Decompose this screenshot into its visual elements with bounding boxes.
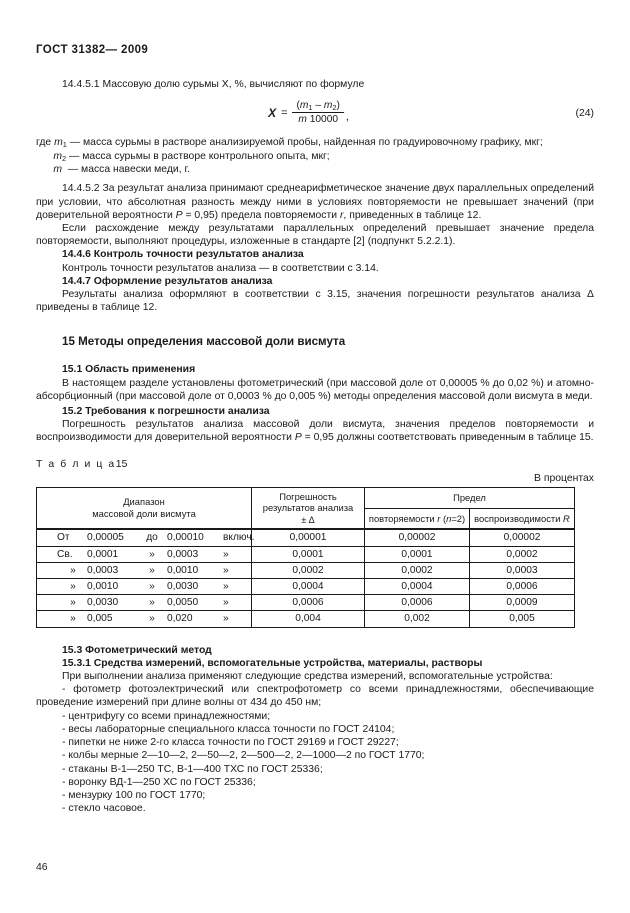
where-dash: — bbox=[66, 137, 84, 149]
accuracy-requirements-table bbox=[36, 487, 575, 628]
range-expression: От 0,00005 до 0,00010 включ. bbox=[57, 532, 255, 544]
where-symbol: m bbox=[54, 137, 63, 149]
table-row bbox=[37, 546, 575, 562]
list-item: - стекло часовое. bbox=[62, 803, 146, 815]
header-error bbox=[252, 487, 365, 529]
range-expression: » 0,0003 » 0,0010 » bbox=[70, 564, 229, 576]
list-item: - колбы мерные 2—10—2, 2—50—2, 2—500—2, 2—1000—2 по ГОСТ 1770; bbox=[62, 750, 425, 762]
list-item: - центрифугу со всеми принадлежностями; bbox=[62, 710, 271, 722]
where-lead: где bbox=[36, 137, 55, 149]
header-error-line1: Погрешность bbox=[279, 490, 337, 502]
header-reproducibility: воспроизводимости R bbox=[470, 508, 575, 529]
where-lead-spacer bbox=[36, 163, 53, 176]
cell-reproducibility: 0,0003 bbox=[470, 562, 575, 578]
cell-range bbox=[37, 611, 252, 627]
cell-repeatability: 0,00002 bbox=[365, 529, 470, 546]
list-item: - воронку ВД-1—250 ХС по ГОСТ 25336; bbox=[62, 776, 256, 788]
where-symbol: m bbox=[53, 164, 62, 176]
table-caption-number: 15 bbox=[115, 458, 128, 470]
formula-fraction bbox=[293, 100, 344, 125]
where-dash: — bbox=[66, 150, 83, 162]
cell-repeatability: 0,002 bbox=[365, 611, 470, 627]
list-item: - пипетки не ниже 2-го класса точности по ГОСТ 29169 и ГОСТ 29227; bbox=[62, 737, 399, 749]
cell-error: 0,0002 bbox=[252, 562, 365, 578]
list-item: - мензурку 100 по ГОСТ 1770; bbox=[62, 789, 206, 801]
header-error-line2: результатов анализа bbox=[262, 502, 354, 514]
table-row bbox=[37, 579, 575, 595]
clause-15-2-part-b: = 0,95 должны соответствовать приведенным в таблице 15. bbox=[301, 432, 594, 444]
clause-15-3-title: 15.3 Фотометрический метод bbox=[62, 644, 212, 656]
cell-reproducibility: 0,005 bbox=[470, 611, 575, 627]
cell-range bbox=[37, 529, 255, 546]
header-range bbox=[37, 487, 252, 529]
header-range-line1: Диапазон bbox=[123, 496, 165, 508]
header-limit: Предел bbox=[365, 487, 575, 508]
list-item: - весы лабораторные специального класса точности по ГОСТ 24104; bbox=[62, 723, 395, 735]
table-caption bbox=[36, 459, 594, 470]
where-text: масса сурьмы в растворе анализируемой пробы, найденная по градуировочному графику, мкг; bbox=[83, 137, 543, 149]
page-number: 46 bbox=[36, 862, 48, 873]
range-expression: Св. 0,0001 » 0,0003 » bbox=[57, 548, 229, 560]
where-lead-spacer bbox=[36, 150, 53, 163]
where-row-1 bbox=[36, 150, 594, 163]
formula-variable: X bbox=[268, 105, 277, 120]
range-expression: » 0,0030 » 0,0050 » bbox=[70, 597, 229, 609]
cell-error: 0,00001 bbox=[252, 529, 365, 546]
formula-numerator: $(m_1 - m_2)$ bbox=[293, 100, 344, 113]
reproducibility-symbol: R bbox=[563, 512, 570, 524]
section-15-title: 15 Методы определения массовой доли висмута bbox=[62, 335, 346, 349]
formula-denominator: m 10000 bbox=[298, 114, 339, 126]
cell-range bbox=[37, 579, 252, 595]
clause-14-4-5-1: 14.4.5.1 Массовую долю сурьмы X, %, вычисляют по формуле bbox=[62, 79, 365, 90]
clause-14-4-5-2 bbox=[36, 182, 594, 222]
cell-repeatability: 0,0001 bbox=[365, 546, 470, 562]
where-definitions bbox=[36, 136, 594, 176]
clause-15-1-title: 15.1 Область применения bbox=[62, 364, 196, 376]
cell-reproducibility: 0,0002 bbox=[470, 546, 575, 562]
cell-error: 0,004 bbox=[252, 611, 365, 627]
cell-range bbox=[37, 595, 252, 611]
where-row-0 bbox=[36, 136, 594, 149]
table-row bbox=[37, 595, 575, 611]
where-text: масса сурьмы в растворе контрольного опыта, мкг; bbox=[82, 150, 330, 162]
formula-24 bbox=[36, 98, 594, 132]
table-header-row-1 bbox=[37, 487, 575, 508]
cell-error: 0,0001 bbox=[252, 546, 365, 562]
formula-trailing-comma: , bbox=[345, 111, 349, 124]
clause-15-2-part-a: Погрешность результатов анализа массовой доли висмута, значения пределов повторяемости и воспроизводимости для доверительной вероятности bbox=[36, 419, 594, 444]
equipment-list bbox=[36, 683, 594, 815]
clause-14-4-6-body: Контроль точности результатов анализа — в соответствии с 3.14. bbox=[62, 262, 379, 274]
clause-14-4-5-2-part-c: , приведенных в таблице 12. bbox=[343, 209, 482, 221]
clause-15-3-1-title: 15.3.1 Средства измерений, вспомогательные устройства, материалы, растворы bbox=[62, 657, 483, 669]
probability-symbol: P bbox=[294, 432, 302, 444]
clause-15-2-body bbox=[36, 418, 594, 444]
formula-equals: = bbox=[281, 106, 288, 119]
cell-repeatability: 0,0006 bbox=[365, 595, 470, 611]
table-row bbox=[37, 562, 575, 578]
cell-repeatability: 0,0004 bbox=[365, 579, 470, 595]
where-row-2 bbox=[36, 163, 594, 176]
range-expression: » 0,0010 » 0,0030 » bbox=[70, 581, 229, 593]
clause-14-4-7-title: 14.4.7 Оформление результатов анализа bbox=[62, 275, 273, 287]
clause-15-2-title: 15.2 Требования к погрешности анализа bbox=[62, 406, 270, 418]
clause-14-4-6-title: 14.4.6 Контроль точности результатов анализа bbox=[62, 249, 304, 261]
probability-symbol: P bbox=[175, 209, 183, 221]
n-symbol: n bbox=[446, 512, 452, 524]
cell-range bbox=[37, 562, 252, 578]
formula-expression bbox=[268, 100, 349, 125]
formula-number: (24) bbox=[575, 108, 594, 120]
table-row bbox=[37, 529, 575, 546]
cell-reproducibility: 0,0006 bbox=[470, 579, 575, 595]
repeatability-symbol: r bbox=[339, 209, 344, 221]
table-body bbox=[37, 529, 575, 627]
cell-reproducibility: 0,0009 bbox=[470, 595, 575, 611]
list-item: - стаканы В-1—250 ТС, В-1—400 ТХС по ГОСТ 25336; bbox=[62, 763, 323, 775]
table-units-note: В процентах bbox=[534, 472, 594, 484]
clause-14-4-5-2-part-a: 14.4.5.2 За результат анализа принимают среднеарифметическое значение двух параллельных определений при условии, что абсолютная разность между ними в условиях повторяемости не превышает значений (при доверительной вероятности bbox=[36, 183, 594, 221]
standard-designation: ГОСТ 31382— 2009 bbox=[36, 44, 149, 56]
clause-14-4-5-2-note: Если расхождение между результатами параллельных определений превышает значение предела повторяемости, выполняют процедуры, изложенные в стандарте [2] (подпункт 5.2.2.1). bbox=[36, 223, 594, 248]
range-expression: » 0,005 » 0,020 » bbox=[70, 613, 229, 625]
header-range-line2: массовой доли висмута bbox=[92, 508, 196, 520]
cell-repeatability: 0,0002 bbox=[365, 562, 470, 578]
where-dash: — bbox=[61, 164, 82, 176]
where-symbol-sub: 2 bbox=[61, 153, 67, 163]
clause-15-3-1-intro: При выполнении анализа применяют следующие средства измерений, вспомогательные устройства: bbox=[62, 671, 553, 683]
cell-range bbox=[37, 546, 252, 562]
clause-14-4-5-2-part-b: = 0,95) предела повторяемости bbox=[182, 209, 340, 221]
where-symbol: m bbox=[53, 150, 62, 162]
cell-error: 0,0004 bbox=[252, 579, 365, 595]
list-item: - фотометр фотоэлектрический или спектрофотометр со всеми принадлежностями, обеспечивающие проведение измерений при длине волны от 434 до 450 нм; bbox=[36, 684, 594, 709]
header-error-line3: ± Δ bbox=[301, 513, 315, 525]
table-caption-label: Т а б л и ц а bbox=[36, 458, 116, 470]
clause-14-4-7-body: Результаты анализа оформляют в соответствии с 3.15, значения погрешности результатов анализа Δ приведены в таблице 12. bbox=[36, 289, 594, 314]
where-symbol-sub: 1 bbox=[62, 140, 67, 150]
table-row bbox=[37, 611, 575, 627]
where-text: масса навески меди, г. bbox=[81, 164, 190, 176]
table-head bbox=[37, 487, 575, 529]
clause-15-1-body: В настоящем разделе установлены фотометрический (при массовой доле от 0,00005 % до 0,02 %) и атомно-абсорбционный (при массовой доле от 0,0003 % до 0,005 %) методы определения массовой доли висмута в меди. bbox=[36, 377, 594, 402]
repeatability-symbol: r bbox=[437, 512, 441, 524]
header-repeatability: повторяемости r (n=2) bbox=[365, 508, 470, 529]
cell-error: 0,0006 bbox=[252, 595, 365, 611]
page-content bbox=[36, 78, 594, 815]
cell-reproducibility: 0,00002 bbox=[470, 529, 575, 546]
